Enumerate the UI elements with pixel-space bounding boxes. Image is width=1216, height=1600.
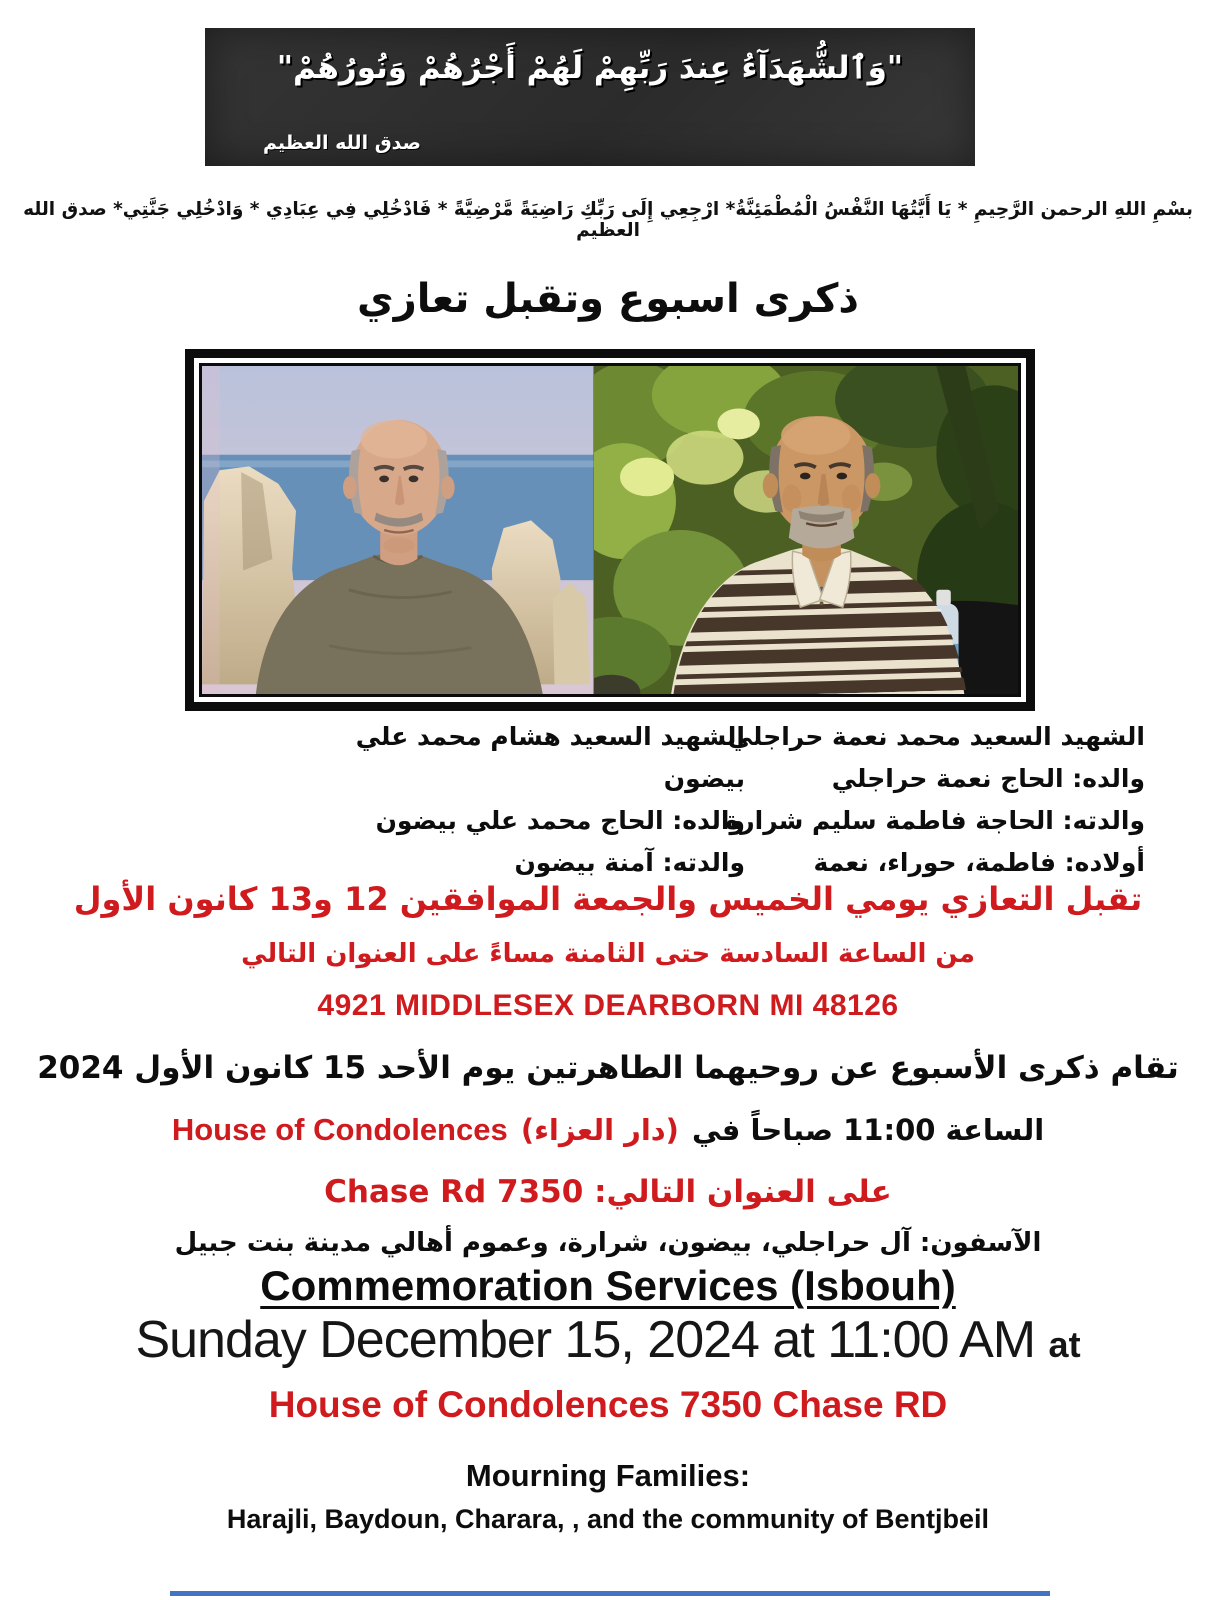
martyr-mother: والدته: آمنة بيضون bbox=[514, 848, 745, 877]
mourning-families-arabic: الآسفون: آل حراجلي، بيضون، شرارة، وعموم أهالي مدينة بنت جبيل bbox=[174, 1228, 1042, 1258]
memorial-time: الساعة 11:00 صباحاً في bbox=[692, 1113, 1045, 1147]
martyr-father: والده: الحاج محمد علي بيضون bbox=[375, 806, 745, 835]
quran-banner bbox=[205, 28, 975, 166]
caption-baydoun bbox=[285, 716, 745, 884]
page-title: ذكرى اسبوع وتقبل تعازي bbox=[357, 276, 859, 322]
martyr-children: أولاده: فاطمة، حوراء، نعمة bbox=[813, 848, 1145, 877]
bismillah-verse: بسْمِ اللهِ الرحمن الرَّحِيمِ * يَا أَيَّتُهَا النَّفْسُ الْمُطْمَئِنَّةُ* ارْجِعِي إِلَى رَبِّكِ رَاضِيَةً مَّرْضِيَّةً * فَادْخُلِي فِي عِبَادِي * وَادْخُلِي جَنَّتِي* صدق الله العظيم bbox=[23, 199, 1193, 241]
memorial-intro: تقام ذكرى الأسبوع عن روحيهما الطاهرتين يوم الأحد 15 كانون الأول 2024 bbox=[37, 1050, 1179, 1086]
english-heading: Commemoration Services (Isbouh) bbox=[260, 1262, 956, 1309]
martyr-father: والده: الحاج نعمة حراجلي bbox=[831, 764, 1145, 793]
banner-verse-text: "وَٱلشُّهَدَآءُ عِندَ رَبِّهِمْ لَهُمْ أَجْرُهُمْ وَنُورُهُمْ" bbox=[276, 50, 904, 86]
english-datetime bbox=[0, 1310, 1216, 1370]
martyr-mother: والدته: الحاجة فاطمة سليم شرارة bbox=[725, 806, 1145, 835]
memorial-venue-english: House of Condolences bbox=[171, 1112, 508, 1147]
visitation-address: 4921 MIDDLESEX DEARBORN MI 48126 bbox=[317, 989, 899, 1022]
photo-frame bbox=[185, 349, 1035, 711]
english-datetime-main: Sunday December 15, 2024 at 11:00 AM bbox=[135, 1311, 1036, 1369]
memorial-time-venue bbox=[0, 1112, 1216, 1148]
martyr-photo-harajli bbox=[594, 366, 1018, 694]
bottom-divider bbox=[170, 1591, 1050, 1596]
mourning-families-label: Mourning Families: bbox=[465, 1458, 751, 1493]
english-venue: House of Condolences 7350 Chase RD bbox=[268, 1384, 948, 1425]
photo-montage bbox=[199, 363, 1021, 697]
martyr-name: الشهيد السعيد محمد نعمة حراجلي bbox=[727, 722, 1145, 751]
martyr-name: الشهيد السعيد هشام محمد علي بيضون bbox=[355, 722, 745, 793]
memorial-venue-arabic: (دار العزاء) bbox=[520, 1113, 679, 1147]
mourning-families-list: Harajli, Baydoun, Charara, , and the community of Bentjbeil bbox=[226, 1504, 990, 1534]
visitation-days: تقبل التعازي يومي الخميس والجمعة الموافقين 12 و13 كانون الأول bbox=[73, 880, 1143, 918]
memorial-address: على العنوان التالي: 7350 Chase Rd bbox=[324, 1174, 892, 1210]
visitation-hours: من الساعة السادسة حتى الثامنة مساءً على العنوان التالي bbox=[241, 939, 975, 969]
banner-attribution: صدق الله العظيم bbox=[263, 132, 422, 154]
english-datetime-suffix: at bbox=[1048, 1324, 1081, 1365]
martyr-photo-baydoun bbox=[202, 366, 594, 694]
